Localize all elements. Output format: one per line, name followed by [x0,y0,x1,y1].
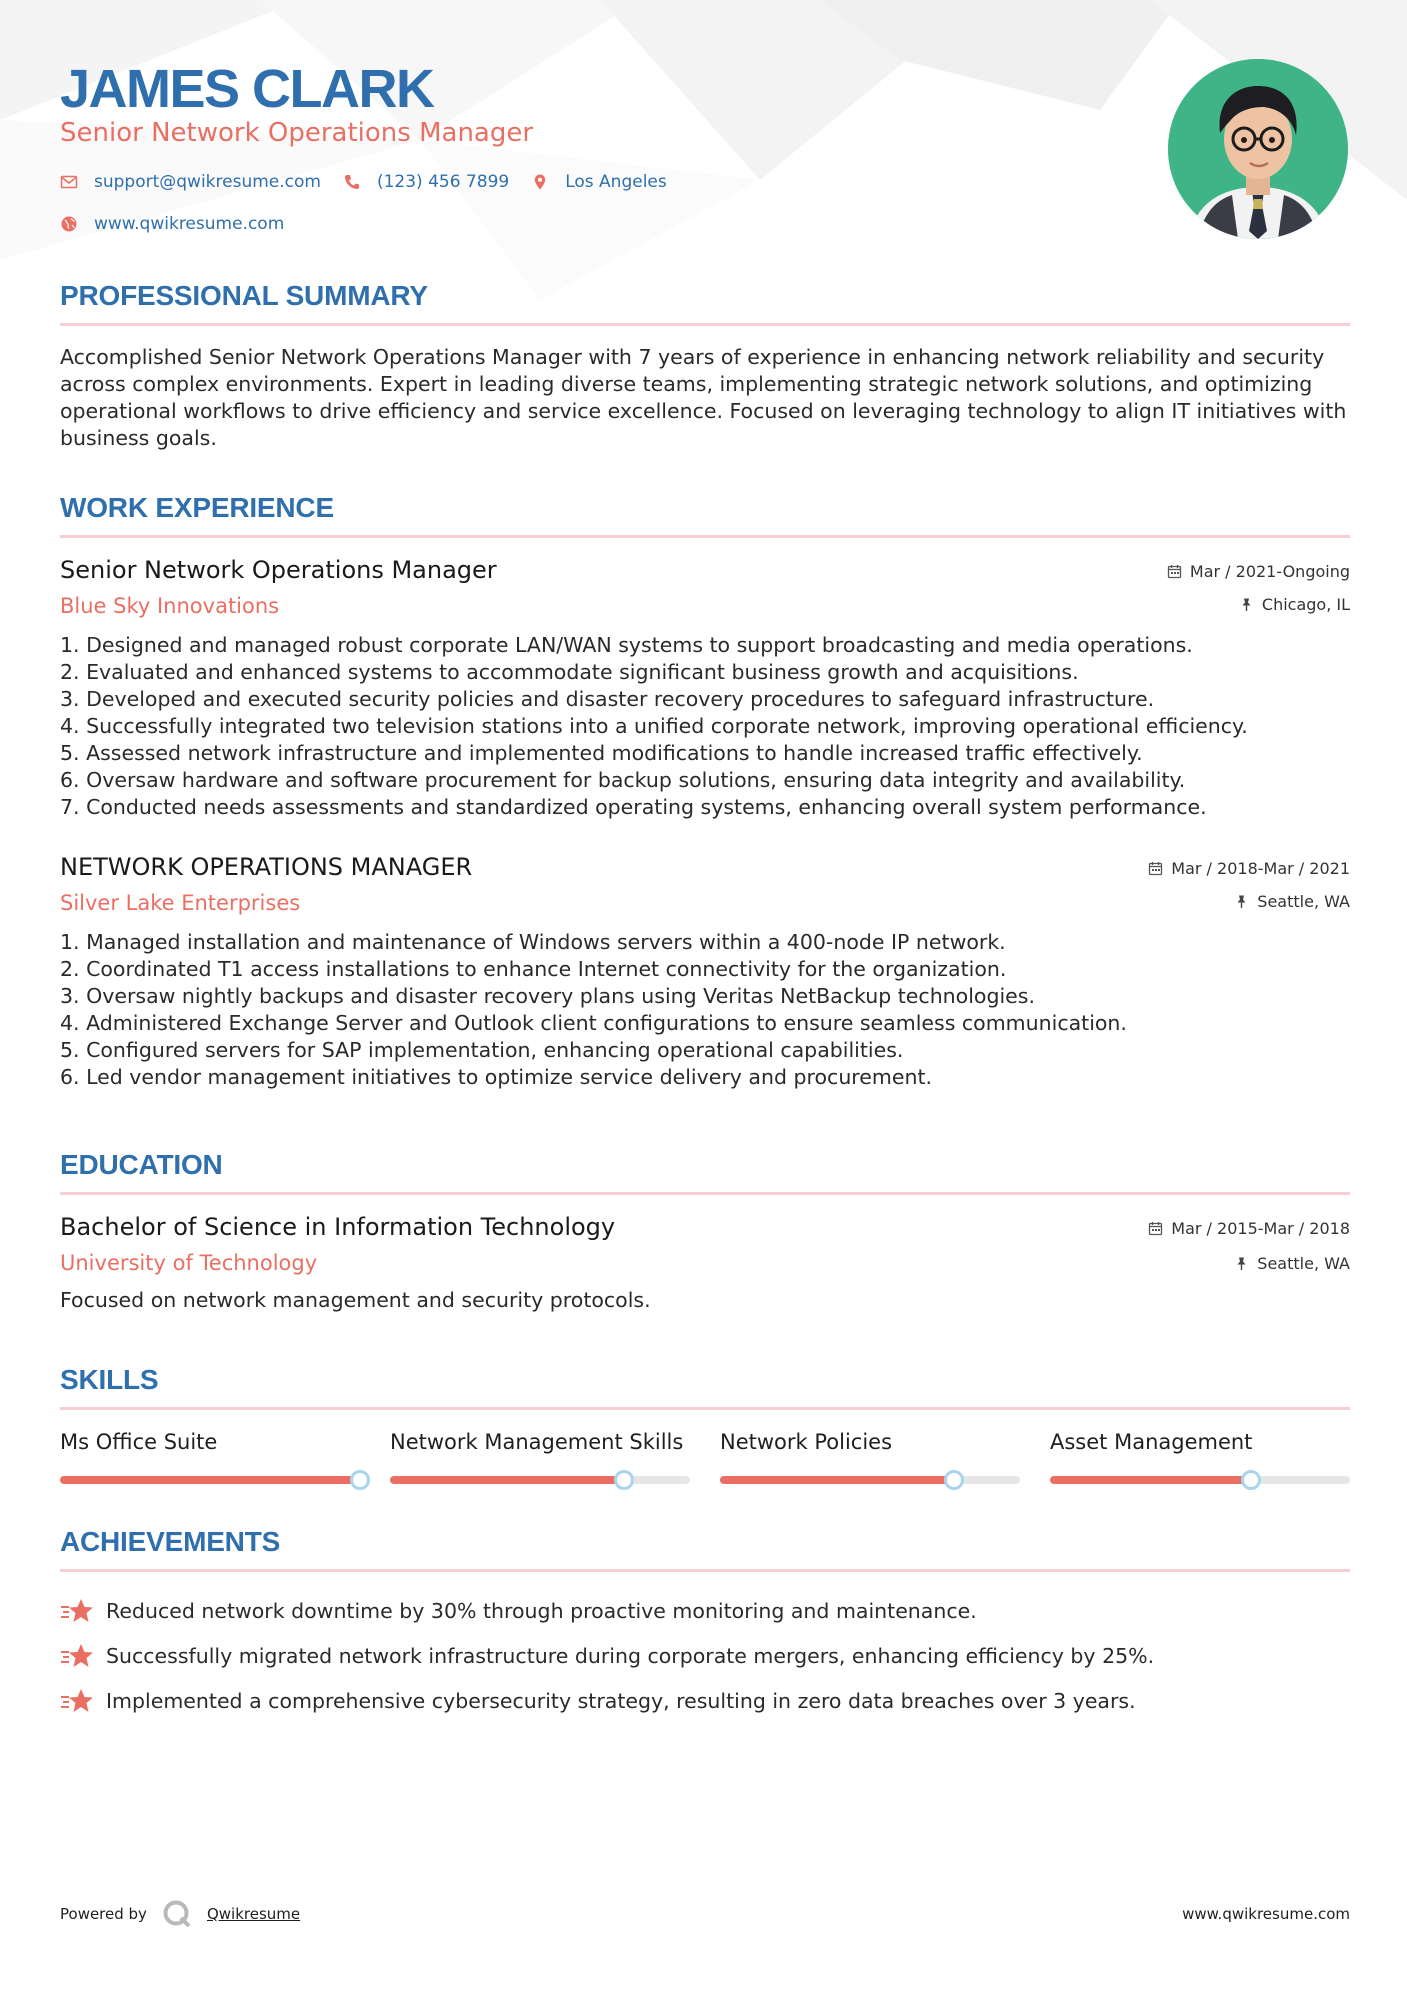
globe-icon [60,215,78,233]
list-item: 4. Administered Exchange Server and Outlook client configurations to ensure seamless communication. [60,1011,1127,1035]
list-item: 6. Led vendor management initiatives to optimize service delivery and procurement. [60,1065,933,1089]
job-meta [1167,556,1350,614]
summary-section [60,280,1350,452]
website-text: www.qwikresume.com [94,214,285,234]
list-item: 2. Evaluated and enhanced systems to accommodate significant business growth and acquisitions. [60,660,1079,684]
map-pin-icon [531,173,549,191]
job-bullets [60,929,1350,1091]
skill-name: Network Management Skills [390,1430,684,1454]
summary-text: Accomplished Senior Network Operations Manager with 7 years of experience in enhancing network reliability and security across complex environments. Expert in leading diverse teams, implementing strategic network solutions, and optimizing operational workflows to drive efficiency and service excellence. Focused on leveraging technology to align IT initiatives with business goals. [60,345,1347,450]
list-item [60,1588,1350,1633]
list-item: 1. Managed installation and maintenance of Windows servers within a 400-node IP network. [60,930,1006,954]
contact-row-website [60,214,306,234]
list-item: 5. Assessed network infrastructure and implemented modifications to handle increased traffic effectively. [60,741,1143,765]
skill-bar-fill [720,1476,954,1484]
calendar-icon [1148,861,1163,876]
pushpin-icon [1234,1256,1249,1271]
list-item [60,1633,1350,1678]
phone-icon [343,173,361,191]
footer-url[interactable]: www.qwikresume.com [1182,1905,1350,1923]
job-meta [1148,853,1350,911]
skill-bar [720,1476,1020,1484]
achievement-text: Successfully migrated network infrastructure during corporate mergers, enhancing efficiency by 25%. [106,1643,1155,1668]
resume-header [60,0,1350,248]
section-divider [60,1569,1350,1572]
skill-name: Ms Office Suite [60,1430,218,1454]
list-item: 2. Coordinated T1 access installations to enhance Internet connectivity for the organization. [60,957,1007,981]
skill-bar-knob [350,1470,370,1490]
achievements-list [60,1588,1350,1723]
skill-bar-fill [390,1476,624,1484]
education-entry [60,1213,1350,1314]
job-entry [60,853,1350,1091]
job-company: Blue Sky Innovations [60,594,280,618]
achievements-heading: ACHIEVEMENTS [60,1526,281,1557]
qwikresume-logo-icon [161,1898,193,1930]
profile-photo [1168,59,1348,239]
experience-heading: WORK EXPERIENCE [60,492,334,523]
star-icon [60,1687,94,1715]
skill-bar-knob [944,1470,964,1490]
list-item: 3. Oversaw nightly backups and disaster recovery plans using Veritas NetBackup technologies. [60,984,1035,1008]
experience-section [60,492,1350,1091]
contact-email[interactable] [60,172,321,192]
skill-name: Asset Management [1050,1430,1253,1454]
skills-section [60,1364,1350,1484]
calendar-icon [1167,564,1182,579]
skill-bar [60,1476,360,1484]
pushpin-icon [1239,597,1254,612]
skills-heading: SKILLS [60,1364,159,1395]
skill-bar-knob [1241,1470,1261,1490]
summary-heading: PROFESSIONAL SUMMARY [60,280,428,311]
education-description: Focused on network management and security protocols. [60,1288,651,1312]
resume-page [60,0,1350,1723]
list-item: 6. Oversaw hardware and software procurement for backup solutions, ensuring data integrity and availability. [60,768,1186,792]
skills-grid [60,1430,1350,1484]
page-footer [60,1898,1350,1930]
list-item: 1. Designed and managed robust corporate LAN/WAN systems to support broadcasting and media operations. [60,633,1193,657]
email-text: support@qwikresume.com [94,172,321,192]
section-divider [60,535,1350,538]
skill-name: Network Policies [720,1430,893,1454]
education-dates: Mar / 2015-Mar / 2018 [1171,1219,1350,1238]
job-location: Seattle, WA [1257,892,1350,911]
avatar-illustration [1168,59,1348,239]
education-heading: EDUCATION [60,1149,223,1180]
school: University of Technology [60,1251,318,1275]
skill-item [1050,1430,1350,1484]
skill-item [720,1430,1020,1484]
job-location: Chicago, IL [1261,595,1350,614]
degree: Bachelor of Science in Information Technology [60,1213,616,1241]
skill-bar-fill [60,1476,360,1484]
contact-row [60,172,689,192]
powered-by-label: Powered by [60,1905,147,1923]
qwikresume-link[interactable]: Qwikresume [206,1905,301,1923]
achievements-section [60,1526,1350,1723]
job-role: Senior Network Operations Manager [60,556,497,584]
star-icon [60,1597,94,1625]
education-section [60,1149,1350,1314]
candidate-name: JAMES CLARK [60,59,434,119]
contact-location [531,172,667,192]
contact-phone[interactable] [343,172,509,192]
skill-bar [390,1476,690,1484]
list-item: 5. Configured servers for SAP implementation, enhancing operational capabilities. [60,1038,904,1062]
envelope-icon [60,173,78,191]
section-divider [60,323,1350,326]
education-meta [1148,1213,1350,1273]
list-item: 3. Developed and executed security policies and disaster recovery procedures to safeguard infrastructure. [60,687,1155,711]
footer-powered-by [60,1898,300,1930]
achievement-text: Implemented a comprehensive cybersecurity strategy, resulting in zero data breaches over 3 years. [106,1688,1136,1713]
education-location: Seattle, WA [1257,1254,1350,1273]
calendar-icon [1148,1221,1163,1236]
section-divider [60,1407,1350,1410]
list-item: 7. Conducted needs assessments and standardized operating systems, enhancing overall system performance. [60,795,1207,819]
job-dates: Mar / 2018-Mar / 2021 [1171,859,1350,878]
job-company: Silver Lake Enterprises [60,891,301,915]
job-entry [60,556,1350,821]
job-bullets [60,632,1350,821]
pushpin-icon [1234,894,1249,909]
job-dates: Mar / 2021-Ongoing [1189,562,1350,581]
skill-item [390,1430,690,1484]
contact-website[interactable] [60,214,284,234]
section-divider [60,1192,1350,1195]
list-item: 4. Successfully integrated two television stations into a unified corporate network, improving operational efficiency. [60,714,1248,738]
location-text: Los Angeles [565,172,667,192]
achievement-text: Reduced network downtime by 30% through proactive monitoring and maintenance. [106,1598,977,1623]
skill-item [60,1430,360,1484]
skill-bar-knob [614,1470,634,1490]
star-icon [60,1642,94,1670]
job-role: NETWORK OPERATIONS MANAGER [60,853,473,881]
list-item [60,1678,1350,1723]
skill-bar [1050,1476,1350,1484]
phone-text: (123) 456 7899 [376,172,510,192]
candidate-title: Senior Network Operations Manager [60,118,534,148]
skill-bar-fill [1050,1476,1251,1484]
